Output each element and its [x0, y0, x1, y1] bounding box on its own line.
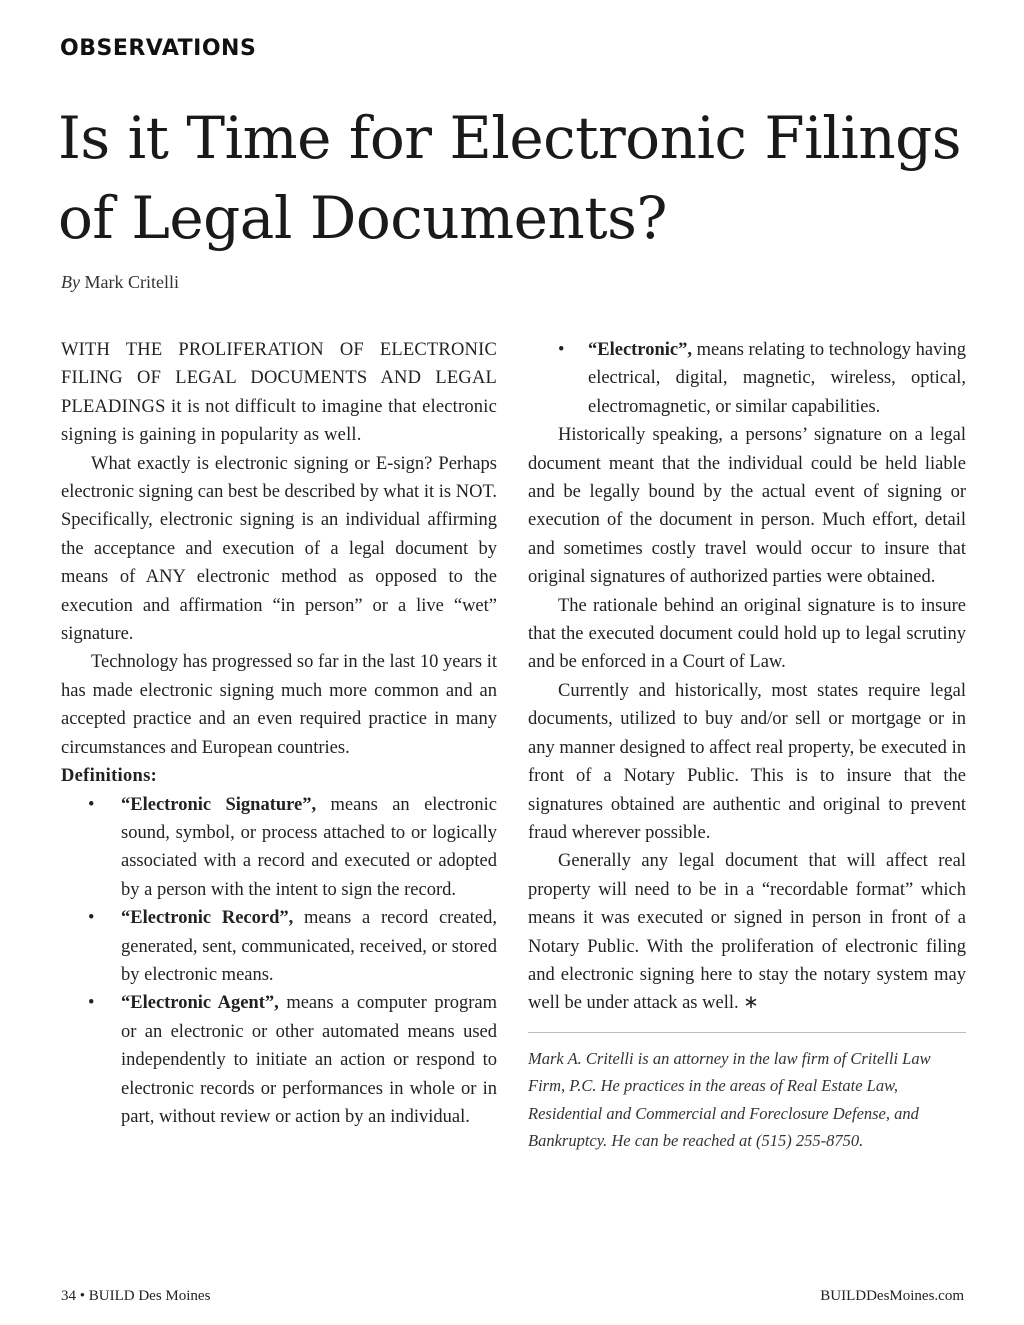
definition-item — [528, 336, 966, 421]
footer-website: BUILDDesMoines.com — [820, 1288, 964, 1304]
definitions-list-continued — [528, 336, 966, 421]
intro-paragraph: WITH THE PROLIFERATION OF ELECTRONIC FILING OF LEGAL DOCUMENTS AND LEGAL PLEADINGS it is not difficult to imagine that electronic signing is gaining in popularity as well. — [61, 340, 497, 446]
definitions-heading: Definitions: — [61, 766, 158, 787]
body-paragraph: The rationale behind an original signature is to insure that the executed document could hold up to legal scrutiny and be enforced in a Court of Law. — [528, 595, 966, 673]
definition-item — [61, 989, 497, 1131]
body-paragraph — [528, 847, 966, 1017]
bullet-icon: • — [558, 340, 565, 360]
author-bio: Mark A. Critelli is an attorney in the law firm of Critelli Law Firm, P.C. He practices in the areas of Real Estate Law, Residential and Commercial and Foreclosure Defense, and Bankruptcy. He can be reached at (515) 255-8750. — [528, 1048, 931, 1151]
definition-term: “Electronic Record”, — [121, 908, 294, 929]
definition-text: means a computer program or an electronic or other automated means used independently to initiate an action or respond to electronic records or performances in whole or in part, without review or action by an individual. — [121, 993, 497, 1127]
definition-term: “Electronic Signature”, — [121, 794, 317, 815]
end-mark-icon: ∗ — [738, 993, 759, 1014]
definition-text: means an electronic sound, symbol, or process attached to or logically associated with a record and executed or adopted by a person with the intent to sign the record. — [121, 794, 497, 900]
body-paragraph: Currently and historically, most states require legal documents, utilized to buy and/or sell or mortgage or in any manner designed to affect real property, be executed in front of a Notary Public. This is to insure that the signatures obtained are authentic and original to prevent fraud wherever possible. — [528, 680, 966, 843]
article-title: Is it Time for Electronic Filings of Legal Documents? — [58, 104, 962, 252]
definitions-list — [61, 791, 497, 1132]
definition-text: means a record created, generated, sent, communicated, received, or stored by electronic means. — [121, 908, 497, 985]
bullet-icon: • — [88, 794, 95, 815]
byline-by: By — [61, 272, 80, 292]
definition-term: “Electronic Agent”, — [121, 993, 279, 1014]
body-paragraph: What exactly is electronic signing or E-sign? Perhaps electronic signing can best be described by what it is NOT. Specifically, electronic signing is an individual affirming the acceptance and execution of a legal document by means of ANY electronic method as opposed to the execution and affirmation “in person” or a live “wet” signature. — [61, 453, 497, 645]
left-column — [61, 336, 497, 1131]
bullet-icon: • — [88, 908, 95, 929]
definition-text: means relating to technology having electrical, digital, magnetic, wireless, optical, electromagnetic, or similar capabilities. — [588, 340, 966, 417]
closing-text: Generally any legal document that will affect real property will need to be in a “recordable format” which means it was executed or signed in person in front of a Notary Public. With the proliferation of electronic filing and electronic signing here to stay the notary system may well be under attack as well. — [528, 851, 966, 1014]
definition-term: “Electronic”, — [588, 340, 692, 360]
divider — [528, 1032, 966, 1033]
body-paragraph: Technology has progressed so far in the last 10 years it has made electronic signing much more common and an accepted practice and an even required practice in many circumstances and European countries. — [61, 652, 497, 758]
bullet-icon: • — [88, 993, 95, 1014]
definition-item — [61, 791, 497, 905]
byline-author: Mark Critelli — [84, 272, 179, 292]
footer-page-info: 34 • BUILD Des Moines — [61, 1288, 211, 1304]
right-column — [528, 336, 966, 1155]
byline — [61, 272, 179, 293]
body-paragraph: Historically speaking, a persons’ signature on a legal document meant that the individual could be held liable and be legally bound by the actual event of signing or execution of the document in person. Much effort, detail and sometimes costly travel would occur to insure that original signatures of authorized parties were obtained. — [528, 425, 966, 588]
definition-item — [61, 904, 497, 989]
section-label: OBSERVATIONS — [60, 36, 257, 61]
